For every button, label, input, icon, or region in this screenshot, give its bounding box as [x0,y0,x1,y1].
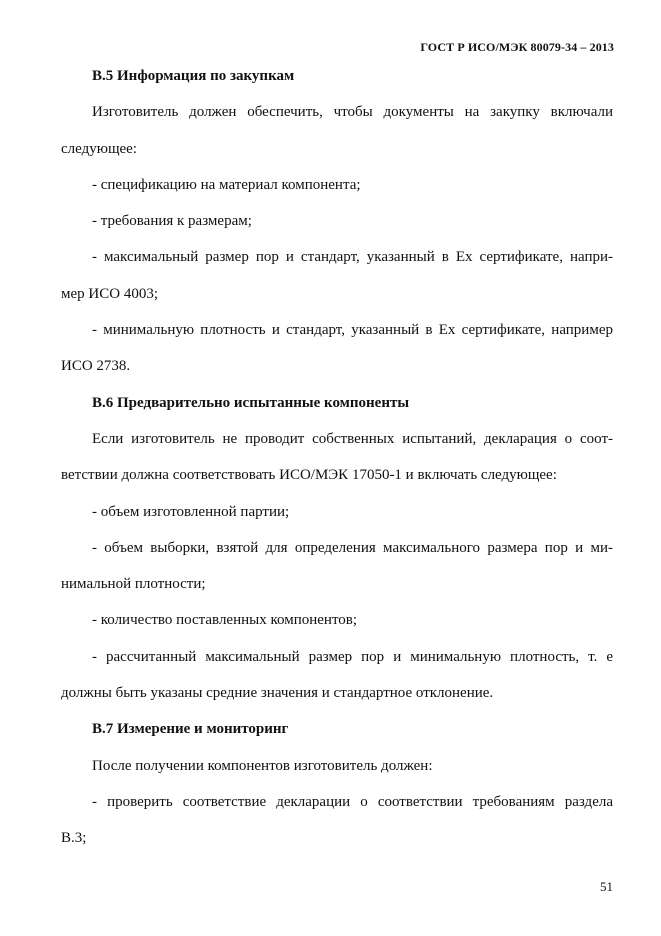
paragraph-line: ветствии должна соответствовать ИСО/МЭК 17050-1 и включать следующее: [61,467,557,484]
document-body [61,58,613,857]
section-heading-b7: В.7 Измерение и мониторинг [92,721,289,738]
paragraph-line: следующее: [61,140,137,157]
section-heading-b5: В.5 Информация по закупкам [92,68,295,84]
list-item: - требования к размерам; [92,213,252,230]
list-item-continuation: нимальной плотности; [61,576,206,593]
list-item: - минимальную плотность и стандарт, указанный в Ex сертификате, например [92,322,613,339]
list-item: - проверить соответствие декларации о соответствии требованиям раздела [92,793,613,810]
list-item: - количество поставленных компонентов; [92,612,358,629]
list-item-continuation: ИСО 2738. [61,358,131,375]
page-number: 51 [600,879,613,894]
document-header-code: ГОСТ Р ИСО/МЭК 80079-34 – 2013 [420,40,614,54]
list-item: - объем изготовленной партии; [92,503,290,520]
list-item: - максимальный размер пор и стандарт, указанный в Ex сертификате, напри- [92,249,613,266]
paragraph-line: Если изготовитель не проводит собственных испытаний, декларация о соот- [92,430,613,447]
list-item: - объем выборки, взятой для определения максимального размера пор и ми- [92,539,613,556]
list-item-continuation: должны быть указаны средние значения и стандартное отклонение. [61,685,494,702]
paragraph-line: Изготовитель должен обеспечить, чтобы документы на закупку включали [92,104,613,121]
list-item: - рассчитанный максимальный размер пор и минимальную плотность, т. е [92,648,613,665]
section-heading-b6: В.6 Предварительно испытанные компоненты [92,394,410,411]
list-item-continuation: мер ИСО 4003; [61,285,158,302]
list-item: - спецификацию на материал компонента; [92,176,361,193]
list-item-continuation: В.3; [61,830,87,847]
paragraph-line: После получении компонентов изготовитель должен: [92,757,433,774]
